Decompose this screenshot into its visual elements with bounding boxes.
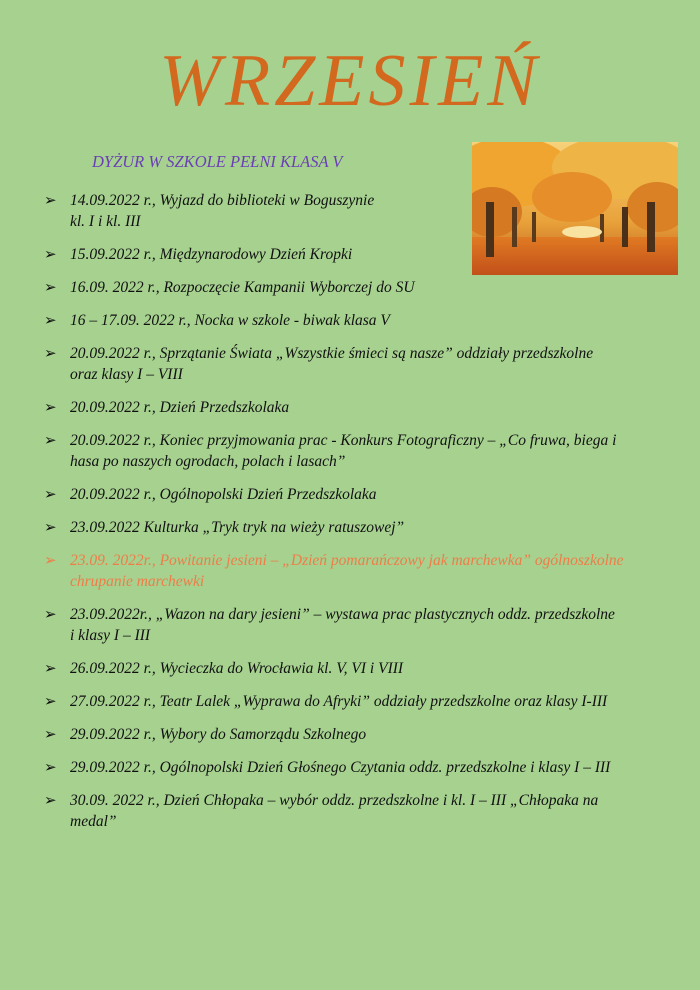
arrow-bullet-icon: ➢ <box>44 278 57 296</box>
page-title: WRZESIEŃ <box>159 40 541 122</box>
list-item-highlighted: ➢ 23.09. 2022r., Powitanie jesieni – „Dzień pomarańczowy jak marchewka” ogólnoszkolne chrupanie marchewki <box>44 551 624 590</box>
duty-heading: DYŻUR W SZKOLE PEŁNI KLASA V <box>92 152 343 171</box>
arrow-bullet-icon: ➢ <box>44 725 57 743</box>
arrow-bullet-icon: ➢ <box>44 431 57 449</box>
list-item: ➢ 15.09.2022 r., Międzynarodowy Dzień Kropki <box>44 245 353 263</box>
list-item: ➢ 16.09. 2022 r., Rozpoczęcie Kampanii Wyborczej do SU <box>44 278 415 296</box>
arrow-bullet-icon: ➢ <box>44 311 57 329</box>
list-item: ➢ 29.09.2022 r., Wybory do Samorządu Szkolnego <box>44 725 367 743</box>
list-item: ➢ 20.09.2022 r., Koniec przyjmowania prac - Konkurs Fotograficzny – „Co fruwa, biega i hasa po naszych ogrodach, polach i lasach” <box>44 431 617 470</box>
arrow-bullet-icon: ➢ <box>44 344 57 362</box>
arrow-bullet-icon: ➢ <box>44 485 57 503</box>
arrow-bullet-icon: ➢ <box>44 551 57 569</box>
arrow-bullet-icon: ➢ <box>44 692 57 710</box>
arrow-bullet-icon: ➢ <box>44 758 57 776</box>
list-item: ➢ 23.09.2022 Kulturka „Tryk tryk na wieży ratuszowej” <box>44 518 405 536</box>
arrow-bullet-icon: ➢ <box>44 659 57 677</box>
list-item: ➢ 30.09. 2022 r., Dzień Chłopaka – wybór oddz. przedszkolne i kl. I – III „Chłopaka na medal” <box>44 791 599 830</box>
list-item: ➢ 29.09.2022 r., Ogólnopolski Dzień Głośnego Czytania oddz. przedszkolne i klasy I – III <box>44 758 611 776</box>
list-item: ➢ 20.09.2022 r., Dzień Przedszkolaka <box>44 398 290 416</box>
list-item: ➢ 26.09.2022 r., Wycieczka do Wrocławia kl. V, VI i VIII <box>44 659 404 677</box>
arrow-bullet-icon: ➢ <box>44 398 57 416</box>
arrow-bullet-icon: ➢ <box>44 605 57 623</box>
list-item: ➢ 20.09.2022 r., Ogólnopolski Dzień Przedszkolaka <box>44 485 377 503</box>
arrow-bullet-icon: ➢ <box>44 518 57 536</box>
arrow-bullet-icon: ➢ <box>44 191 57 209</box>
list-item: ➢ 14.09.2022 r., Wyjazd do biblioteki w Boguszynie kl. I i kl. III <box>44 191 375 230</box>
events-list <box>42 190 667 844</box>
arrow-bullet-icon: ➢ <box>44 791 57 809</box>
list-item: ➢ 23.09.2022r., „Wazon na dary jesieni” – wystawa prac plastycznych oddz. przedszkolne i klasy I – III <box>44 605 615 644</box>
list-item: ➢ 20.09.2022 r., Sprzątanie Świata „Wszystkie śmieci są nasze” oddziały przedszkolne oraz klasy I – VIII <box>44 344 594 383</box>
list-item: ➢ 27.09.2022 r., Teatr Lalek „Wyprawa do Afryki” oddziały przedszkolne oraz klasy I-III <box>44 692 608 710</box>
arrow-bullet-icon: ➢ <box>44 245 57 263</box>
list-item: ➢ 16 – 17.09. 2022 r., Nocka w szkole - biwak klasa V <box>44 311 390 329</box>
